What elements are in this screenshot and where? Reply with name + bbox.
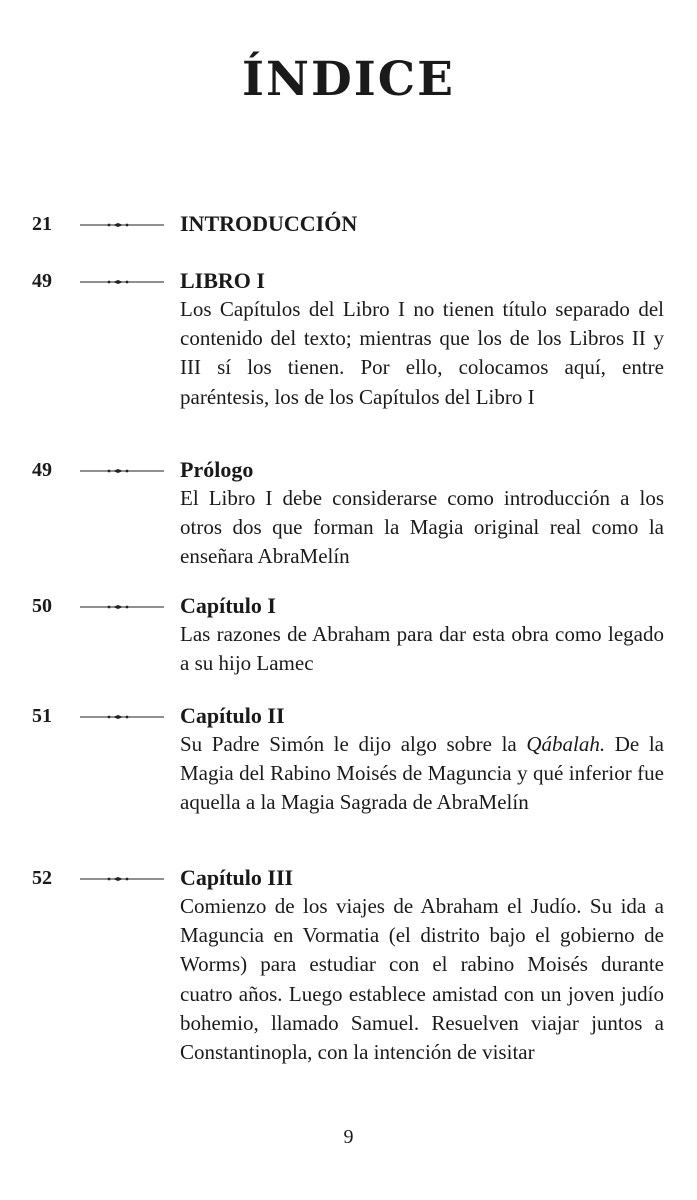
toc-description-text: Su Padre Simón le dijo algo sobre la	[180, 732, 527, 756]
toc-description: Comienzo de los viajes de Abraham el Judío. Su ida a Maguncia en Vormatia (el distrito bajo el gobierno de Worms) para estudiar con el rabino Moisés durante cuatro años. Luego establece amistad con un joven judío bohemio, llamado Samuel. Resuelven viajar juntos a Constantinopla, con la intención de visitar	[180, 894, 664, 1065]
toc-heading: Capítulo I	[180, 593, 276, 618]
ornament-dash-icon	[80, 877, 164, 881]
toc-page-number: 52	[32, 867, 52, 889]
toc-page-number: 50	[32, 595, 52, 617]
toc-description	[180, 730, 664, 818]
toc-heading: Capítulo III	[180, 865, 294, 890]
toc-description: El Libro I debe considerarse como introducción a los otros dos que forman la Magia original real como la enseñara AbraMelín	[180, 486, 664, 569]
toc-page-number: 51	[32, 705, 52, 727]
toc-description: Los Capítulos del Libro I no tienen título separado del contenido del texto; mientras que los de los Libros II y III sí los tienen. Por ello, colocamos aquí, entre paréntesis, los de los Capítulos del Libro I	[180, 297, 664, 409]
ornament-dash-icon	[80, 605, 164, 609]
ornament-dash-icon	[80, 280, 164, 284]
toc-page-number: 49	[32, 270, 52, 292]
toc-heading: INTRODUCCIÓN	[180, 211, 358, 236]
toc-description: Las razones de Abraham para dar esta obra como legado a su hijo Lamec	[180, 622, 664, 676]
ornament-dash-icon	[80, 715, 164, 719]
ornament-dash-icon	[80, 469, 164, 473]
page-title: ÍNDICE	[242, 52, 455, 107]
toc-description-italic: Qábalah.	[526, 732, 606, 756]
toc-heading: Capítulo II	[180, 703, 285, 728]
ornament-dash-icon	[80, 223, 164, 227]
toc-page-number: 21	[32, 213, 52, 235]
toc-page-number: 49	[32, 459, 52, 481]
toc-heading: LIBRO I	[180, 268, 265, 293]
toc-description-text: De la Magia del Rabino Moisés de Maguncia y qué inferior fue aquella a la Magia Sagrada de AbraMelín	[180, 732, 664, 815]
page-number-footer: 9	[343, 1126, 354, 1148]
toc-heading: Prólogo	[180, 457, 254, 482]
